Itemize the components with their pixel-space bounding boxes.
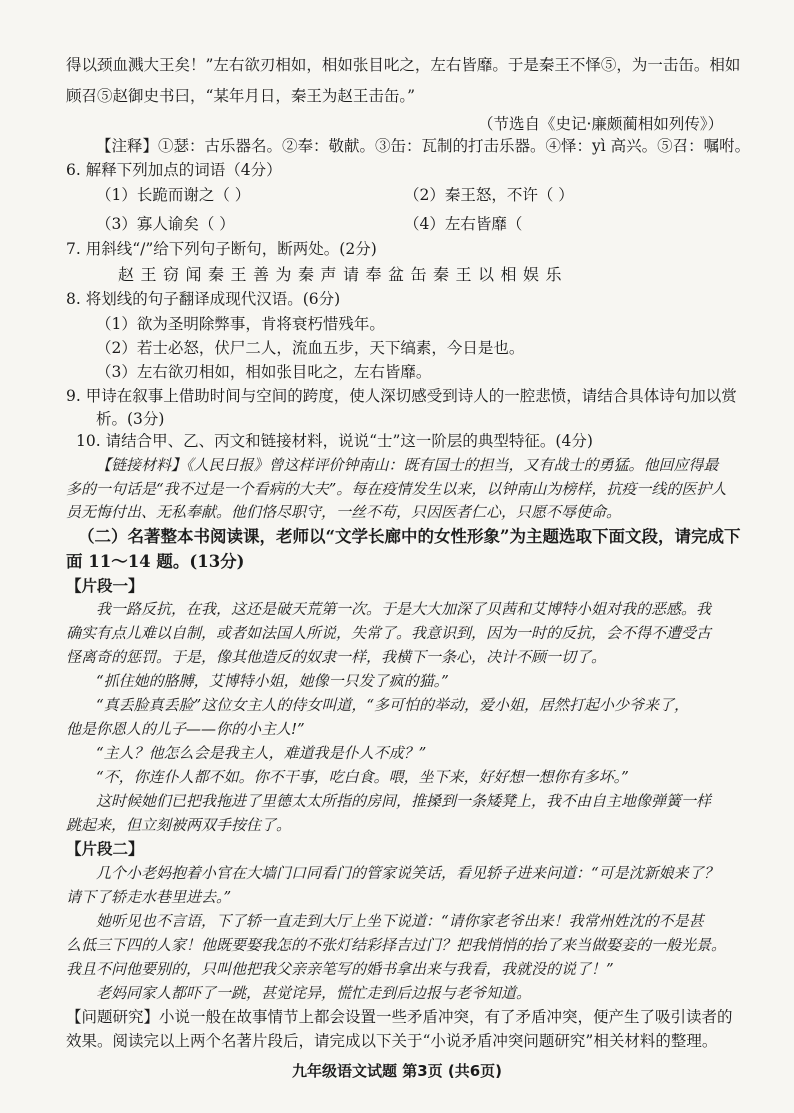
excerpt-1-text: 跳起来，但立刻被两双手按住了。 [66, 816, 292, 834]
excerpt-2-text: 几个小老妈抱着小官在大墙门口同看门的管家说笑话，看见轿子进来问道：“可是沈新娘来了？ [96, 864, 719, 882]
excerpt-2-text: 我且不问他要别的，只叫他把我父亲亲笔写的婚书拿出来与我看，我就没的说了！” [66, 960, 614, 978]
excerpt-2-heading: 【片段二】 [66, 839, 144, 858]
question-6-item-3: （3）寡人谕矣（ ） [96, 215, 235, 233]
question-7-sentence: 赵王窃闻秦王善为秦声请奉盆缶秦王以相娱乐 [118, 265, 569, 284]
research-question: 【问题研究】小说一般在故事情节上都会设置一些矛盾冲突，有了矛盾冲突，便产生了吸引读者的 [66, 1008, 733, 1026]
question-8-item-2: （2）若士必怒，伏尸二人，流血五步，天下缟素，今日是也。 [96, 339, 525, 357]
excerpt-2-text: 么低三下四的人家！他既要娶我怎的不张灯结彩择吉过门？把我悄悄的抬了来当做娶妾的一般光景。 [66, 936, 727, 954]
link-material: 【链接材料】《人民日报》曾这样评价钟南山：既有国士的担当，又有战士的勇猛。他回应得最 [96, 456, 719, 474]
question-6-item-2: （2）秦王怒，不许（ ） [404, 186, 574, 204]
excerpt-1-text: “抓住她的胳膊，艾博特小姐，她像一只发了疯的猫。” [96, 672, 449, 690]
question-8-item-1: （1）欲为圣明除弊事，肯将衰朽惜残年。 [96, 315, 385, 333]
text-line: 得以颈血溅大王矣！”左右欲刃相如，相如张目叱之，左右皆靡。于是秦王不怿⑤，为一击缶。相如 [66, 56, 741, 74]
question-9: 9. 甲诗在叙事上借助时间与空间的跨度，使人深切感受到诗人的一腔悲愤，请结合具体诗句加以赏 [66, 387, 737, 405]
question-10: 10. 请结合甲、乙、丙文和链接材料，说说“士”这一阶层的典型特征。(4分) [76, 432, 593, 450]
section-2-heading: （二）名著整本书阅读课，老师以“文学长廊中的女性形象”为主题选取下面文段，请完成下 [78, 527, 741, 546]
excerpt-1-text: 我一路反抗，在我，这还是破天荒第一次。于是大大加深了贝茜和艾博特小姐对我的恶感。我 [96, 600, 712, 618]
link-material: 多的一句话是“我不过是一个看病的大夫”。每在疫情发生以来，以钟南山为榜样，抗疫一线的医护人 [66, 480, 727, 498]
excerpt-2-text: 请下了轿走水巷里进去。” [66, 888, 232, 906]
excerpt-2-text: 她听见也不言语，下了轿一直走到大厅上坐下说道：“请你家老爷出来！我常州姓沈的不是甚 [96, 912, 704, 930]
section-2-heading-cont: 面 11～14 题。(13分) [66, 552, 245, 571]
excerpt-1-text: 怪离奇的惩罚。于是，像其他造反的奴隶一样，我横下一条心，决计不顾一切了。 [66, 648, 607, 666]
question-6-item-4: （4）左右皆靡（ [404, 215, 523, 233]
question-8-item-3: （3）左右欲刃相如，相如张目叱之，左右皆靡。 [96, 363, 432, 381]
page-footer: 九年级语文试题 第3页 (共6页) [291, 1062, 503, 1080]
text-line: 顾召⑤赵御史书曰，“某年月日，秦王为赵王击缶。” [66, 87, 416, 105]
source-citation: （节选自《史记·廉颇蔺相如列传》） [478, 115, 724, 133]
excerpt-1-text: “真丢脸真丢脸”这位女主人的侍女叫道，“多可怕的举动，爱小姐，居然打起小少爷来了， [96, 696, 690, 714]
question-6-item-1: （1）长跪而谢之（ ） [96, 186, 251, 204]
excerpt-1-text: “不，你连仆人都不如。你不干事，吃白食。喂，坐下来，好好想一想你有多坏。” [96, 768, 629, 786]
excerpt-1-heading: 【片段一】 [66, 576, 144, 595]
question-9-cont: 析。(3分) [96, 410, 165, 428]
research-question-cont: 效果。阅读完以上两个名著片段后，请完成以下关于“小说矛盾冲突问题研究”相关材料的整理。 [66, 1032, 718, 1050]
excerpt-1-text: “主人？他怎么会是我主人，难道我是仆人不成？” [96, 744, 427, 762]
excerpt-2-text: 老妈同家人都吓了一跳，甚觉诧异，慌忙走到后边报与老爷知道。 [96, 984, 532, 1002]
link-material: 员无悔付出、无私奉献。他们恪尽职守，一丝不苟，只因医者仁心，只愿不辱使命。 [66, 503, 622, 521]
question-7: 7. 用斜线“/”给下列句子断句，断两处。(2分) [66, 240, 377, 258]
excerpt-1-text: 确实有点儿难以自制，或者如法国人所说，失常了。我意识到，因为一时的反抗，会不得不遭受古 [66, 624, 712, 642]
excerpt-1-text: 他是你恩人的儿子——你的小主人!” [66, 720, 305, 738]
question-8: 8. 将划线的句子翻译成现代汉语。(6分) [66, 290, 341, 308]
question-6: 6. 解释下列加点的词语（4分） [66, 161, 282, 179]
annotation-notes: 【注释】①瑟：古乐器名。②奉：敬献。③缶：瓦制的打击乐器。④怿：yì 高兴。⑤召：嘱咐。 [96, 137, 751, 155]
excerpt-1-text: 这时候她们已把我拖进了里德太太所指的房间，推搡到一条矮凳上，我不由自主地像弹簧一样 [96, 792, 712, 810]
